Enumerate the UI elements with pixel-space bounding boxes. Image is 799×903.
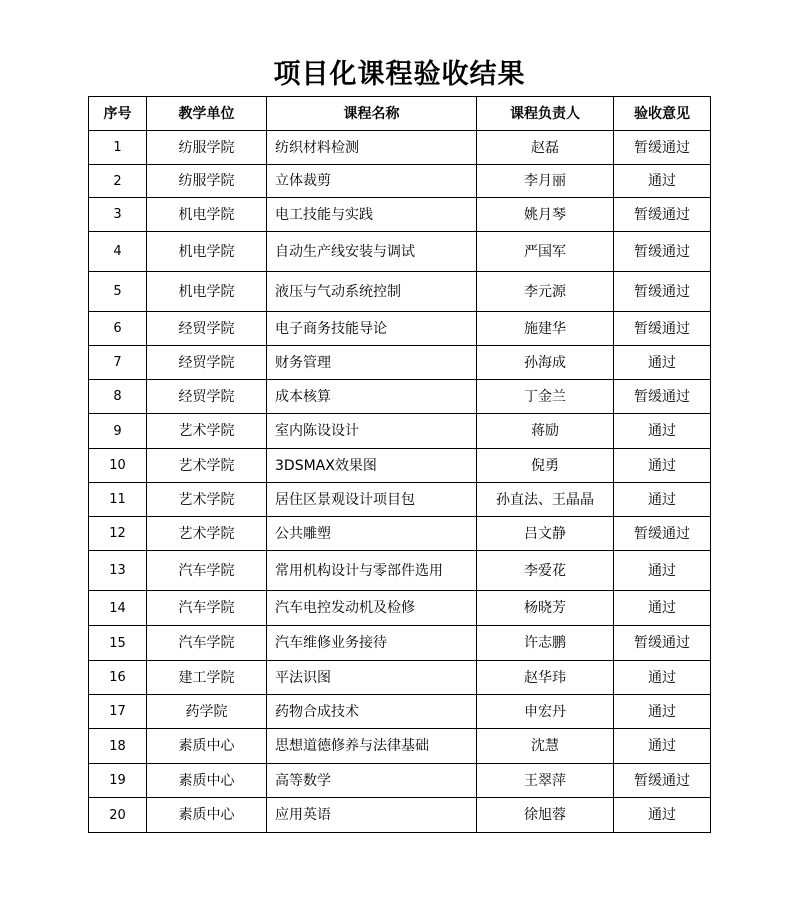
cell-seq: 15 — [89, 626, 147, 661]
cell-seq: 3 — [89, 198, 147, 232]
header-course: 课程名称 — [267, 97, 477, 131]
cell-lead: 吕文静 — [477, 517, 614, 551]
cell-unit: 经贸学院 — [147, 312, 267, 346]
cell-lead: 丁金兰 — [477, 380, 614, 414]
cell-seq: 13 — [89, 551, 147, 591]
cell-unit: 机电学院 — [147, 198, 267, 232]
cell-lead: 赵磊 — [477, 131, 614, 165]
cell-unit: 艺术学院 — [147, 449, 267, 483]
table-row — [89, 626, 711, 661]
cell-unit: 汽车学院 — [147, 591, 267, 626]
table-row — [89, 380, 711, 414]
cell-lead: 赵华玮 — [477, 661, 614, 695]
cell-course: 高等数学 — [267, 764, 477, 798]
cell-result: 暂缓通过 — [614, 232, 711, 272]
cell-result: 暂缓通过 — [614, 272, 711, 312]
cell-result: 通过 — [614, 414, 711, 449]
cell-seq: 14 — [89, 591, 147, 626]
cell-seq: 18 — [89, 729, 147, 764]
cell-course: 居住区景观设计项目包 — [267, 483, 477, 517]
cell-unit: 艺术学院 — [147, 414, 267, 449]
cell-lead: 孙直法、王晶晶 — [477, 483, 614, 517]
cell-course: 室内陈设设计 — [267, 414, 477, 449]
cell-seq: 11 — [89, 483, 147, 517]
cell-unit: 建工学院 — [147, 661, 267, 695]
cell-unit: 机电学院 — [147, 232, 267, 272]
cell-unit: 素质中心 — [147, 729, 267, 764]
cell-lead: 施建华 — [477, 312, 614, 346]
cell-lead: 孙海成 — [477, 346, 614, 380]
table-row — [89, 414, 711, 449]
cell-lead: 杨晓芳 — [477, 591, 614, 626]
cell-course: 应用英语 — [267, 798, 477, 833]
header-seq: 序号 — [89, 97, 147, 131]
cell-seq: 19 — [89, 764, 147, 798]
cell-result: 通过 — [614, 729, 711, 764]
cell-course: 纺织材料检测 — [267, 131, 477, 165]
cell-seq: 16 — [89, 661, 147, 695]
cell-unit: 汽车学院 — [147, 626, 267, 661]
header-row — [89, 97, 711, 131]
cell-result: 暂缓通过 — [614, 131, 711, 165]
table-header — [89, 97, 711, 131]
cell-seq: 8 — [89, 380, 147, 414]
table-row — [89, 661, 711, 695]
cell-unit: 艺术学院 — [147, 483, 267, 517]
cell-lead: 沈慧 — [477, 729, 614, 764]
cell-unit: 汽车学院 — [147, 551, 267, 591]
cell-course: 财务管理 — [267, 346, 477, 380]
cell-course: 常用机构设计与零部件选用 — [267, 551, 477, 591]
table-row — [89, 483, 711, 517]
cell-unit: 经贸学院 — [147, 380, 267, 414]
cell-lead: 徐旭蓉 — [477, 798, 614, 833]
table-row — [89, 346, 711, 380]
cell-lead: 姚月琴 — [477, 198, 614, 232]
cell-result: 暂缓通过 — [614, 312, 711, 346]
cell-unit: 艺术学院 — [147, 517, 267, 551]
cell-unit: 素质中心 — [147, 764, 267, 798]
cell-seq: 6 — [89, 312, 147, 346]
table-row — [89, 312, 711, 346]
cell-course: 电工技能与实践 — [267, 198, 477, 232]
cell-seq: 20 — [89, 798, 147, 833]
cell-lead: 申宏丹 — [477, 695, 614, 729]
table-row — [89, 165, 711, 198]
table-row — [89, 551, 711, 591]
cell-lead: 蒋励 — [477, 414, 614, 449]
cell-result: 暂缓通过 — [614, 198, 711, 232]
cell-seq: 10 — [89, 449, 147, 483]
cell-course: 汽车电控发动机及检修 — [267, 591, 477, 626]
cell-result: 通过 — [614, 695, 711, 729]
table-row — [89, 764, 711, 798]
cell-lead: 李爱花 — [477, 551, 614, 591]
cell-course: 立体裁剪 — [267, 165, 477, 198]
cell-result: 通过 — [614, 165, 711, 198]
cell-course: 液压与气动系统控制 — [267, 272, 477, 312]
cell-seq: 4 — [89, 232, 147, 272]
cell-seq: 2 — [89, 165, 147, 198]
cell-result: 通过 — [614, 346, 711, 380]
cell-result: 通过 — [614, 591, 711, 626]
table-row — [89, 591, 711, 626]
cell-result: 暂缓通过 — [614, 764, 711, 798]
cell-unit: 纺服学院 — [147, 131, 267, 165]
cell-course: 成本核算 — [267, 380, 477, 414]
table-row — [89, 232, 711, 272]
cell-course: 3DSMAX效果图 — [267, 449, 477, 483]
cell-unit: 素质中心 — [147, 798, 267, 833]
cell-course: 公共雕塑 — [267, 517, 477, 551]
table-row — [89, 131, 711, 165]
cell-unit: 经贸学院 — [147, 346, 267, 380]
results-table — [88, 96, 711, 833]
cell-lead: 李元源 — [477, 272, 614, 312]
table-row — [89, 449, 711, 483]
cell-result: 通过 — [614, 483, 711, 517]
cell-seq: 12 — [89, 517, 147, 551]
cell-lead: 严国军 — [477, 232, 614, 272]
cell-course: 电子商务技能导论 — [267, 312, 477, 346]
table-row — [89, 517, 711, 551]
cell-course: 汽车维修业务接待 — [267, 626, 477, 661]
cell-result: 通过 — [614, 661, 711, 695]
table-row — [89, 272, 711, 312]
cell-result: 暂缓通过 — [614, 626, 711, 661]
table-row — [89, 798, 711, 833]
cell-result: 暂缓通过 — [614, 517, 711, 551]
cell-seq: 1 — [89, 131, 147, 165]
cell-lead: 王翠萍 — [477, 764, 614, 798]
cell-seq: 9 — [89, 414, 147, 449]
cell-course: 思想道德修养与法律基础 — [267, 729, 477, 764]
page-title: 项目化课程验收结果 — [273, 59, 526, 90]
table-body — [89, 131, 711, 833]
cell-seq: 17 — [89, 695, 147, 729]
cell-unit: 纺服学院 — [147, 165, 267, 198]
table-row — [89, 198, 711, 232]
cell-lead: 许志鹏 — [477, 626, 614, 661]
table-row — [89, 729, 711, 764]
cell-unit: 药学院 — [147, 695, 267, 729]
cell-result: 通过 — [614, 551, 711, 591]
cell-course: 自动生产线安装与调试 — [267, 232, 477, 272]
cell-result: 通过 — [614, 449, 711, 483]
cell-unit: 机电学院 — [147, 272, 267, 312]
header-unit: 教学单位 — [147, 97, 267, 131]
table-row — [89, 695, 711, 729]
cell-course: 平法识图 — [267, 661, 477, 695]
cell-course: 药物合成技术 — [267, 695, 477, 729]
header-result: 验收意见 — [614, 97, 711, 131]
cell-result: 暂缓通过 — [614, 380, 711, 414]
cell-result: 通过 — [614, 798, 711, 833]
header-lead: 课程负责人 — [477, 97, 614, 131]
cell-lead: 倪勇 — [477, 449, 614, 483]
cell-seq: 5 — [89, 272, 147, 312]
cell-seq: 7 — [89, 346, 147, 380]
cell-lead: 李月丽 — [477, 165, 614, 198]
